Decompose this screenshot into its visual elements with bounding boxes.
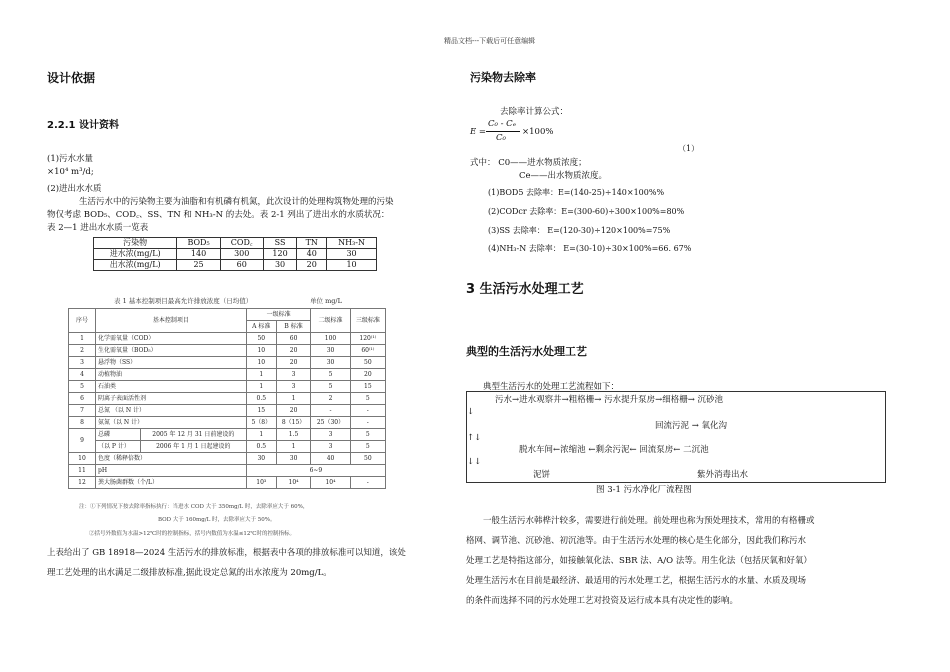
table-header: NH₃-N xyxy=(327,238,377,249)
table-row xyxy=(69,429,386,441)
table-cell: 8 xyxy=(69,417,96,429)
water-quality-table xyxy=(93,237,377,271)
table-cell: 25（30） xyxy=(311,417,350,429)
text-line: Ce——出水物质浓度。 xyxy=(519,171,608,181)
table-cell: 9 xyxy=(69,429,96,453)
table-cell: 20 xyxy=(297,260,327,271)
paragraph-line: 的条件而选择不同的污水处理工艺对投资及运行成本具有决定性的影响。 xyxy=(466,596,739,606)
table-cell: 氨氮（以 N 计） xyxy=(96,417,247,429)
table-cell: 5 xyxy=(311,381,350,393)
table-cell: 0.5 xyxy=(246,441,276,453)
section-title: 设计依据 xyxy=(47,71,96,85)
table-cell: 20 xyxy=(350,369,385,381)
table-cell: 动植物油 xyxy=(96,369,247,381)
removal-rate: (2)CODcr 去除率：E=(300-60)÷300×100%=80% xyxy=(488,207,685,216)
table-row xyxy=(69,369,386,381)
table-cell: 出水浓(mg/L) xyxy=(94,260,177,271)
table-header: SS xyxy=(263,238,297,249)
table-cell: 石油类 xyxy=(96,381,247,393)
formula-intro: 去除率计算公式： xyxy=(500,107,569,117)
table-cell: 100 xyxy=(311,333,350,345)
text-line: 生活污水中的污染物主要为油脂和有机磷有机氮，此次设计的处理构筑物处理的污染 xyxy=(79,197,394,207)
table-cell: 60 xyxy=(276,333,311,345)
table-cell: 60⁽¹⁾ xyxy=(350,345,385,357)
table-header: 三级标准 xyxy=(350,309,385,333)
table-header-row xyxy=(94,238,377,249)
table-cell: 10⁴ xyxy=(276,477,311,489)
table-cell: 3 xyxy=(311,429,350,441)
table-header: TN xyxy=(297,238,327,249)
table-cell: 30 xyxy=(263,260,297,271)
paragraph-line: 理工艺处理的出水满足二级排放标准,据此设定总氮的出水浓度为 20mg/L。 xyxy=(47,568,332,578)
table-cell: 12 xyxy=(69,477,96,489)
table-cell: 总氮 （以 N 计） xyxy=(96,405,247,417)
formula-number: （1） xyxy=(678,144,700,153)
removal-rate: (4)NH₃-N 去除率： E=(30-10)÷30×100%=66. 67% xyxy=(488,244,692,253)
discharge-standard-table xyxy=(68,308,386,489)
table-cell: 1 xyxy=(276,393,311,405)
table-row xyxy=(69,405,386,417)
flow-step: 污水→进水观察井→粗格栅→ 污水提升泵房→细格栅→ 沉砂池 xyxy=(495,395,724,405)
paragraph-line: 一般生活污水韩桦汁较多，需要进行前处理。前处理也称为预处理技术，常用的有格栅或 xyxy=(483,516,815,526)
subsection-title: 典型的生活污水处理工艺 xyxy=(466,345,587,358)
table-cell: 5 xyxy=(69,381,96,393)
table-cell: 40 xyxy=(311,453,350,465)
table-cell: 2006 年 1 月 1 日起建设的 xyxy=(140,441,246,453)
table-cell: 5 xyxy=(350,393,385,405)
table-header: 基本控制项目 xyxy=(96,309,247,333)
text-line: 物仅考虑 BOD₅、COD꜀、SS、TN 和 NH₃-N 的去处。表 2-1 列出了进出水的水质状况： xyxy=(47,210,390,220)
section-title: 污染物去除率 xyxy=(470,71,536,84)
table-cell: 20 xyxy=(276,405,311,417)
formula-denominator: C₀ xyxy=(496,133,506,143)
process-flow-diagram xyxy=(466,391,886,483)
figure-caption: 图 3-1 污水净化厂流程图 xyxy=(596,485,692,495)
table-header: 一级标准 xyxy=(246,309,311,321)
table-row xyxy=(69,465,386,477)
table-cell: 1.5 xyxy=(276,429,311,441)
text-line: (2)进出水水质 xyxy=(47,184,102,194)
table-cell: 阴离子表面活性剂 xyxy=(96,393,247,405)
table-cell: 3 xyxy=(69,357,96,369)
table-row xyxy=(69,357,386,369)
table-cell: 化学需氧量（COD） xyxy=(96,333,247,345)
text-line: 式中： C0——进水物质浓度； xyxy=(470,158,587,168)
table-row xyxy=(69,381,386,393)
table-cell: 30 xyxy=(276,453,311,465)
table-cell: 10 xyxy=(327,260,377,271)
table-cell: 10³ xyxy=(246,477,276,489)
table-cell: 50 xyxy=(350,453,385,465)
table-cell: - xyxy=(350,477,385,489)
table-cell: 15 xyxy=(246,405,276,417)
std-table-title: 表 1 基本控制项目最高允许排放浓度（日均值） xyxy=(114,297,253,305)
formula-lhs: E = xyxy=(470,127,487,137)
table-row xyxy=(69,333,386,345)
std-note: BOD 大于 160mg/L 时，去除率应大于 50%。 xyxy=(158,517,276,523)
table-cell: 140 xyxy=(177,249,220,260)
table-cell: 生化需氧量（BOD₅） xyxy=(96,345,247,357)
table-cell: 20 xyxy=(276,345,311,357)
removal-rate: (3)SS 去除率： E=(120-30)÷120×100%=75% xyxy=(488,226,671,235)
table-cell: 粪大肠菌群数（个/L） xyxy=(96,477,247,489)
paragraph-line: 格网、调节池、沉砂池、初沉池等。由于生活污水处理的核心是生化部分，因此我们称污水 xyxy=(466,536,807,546)
table-cell: 3 xyxy=(311,441,350,453)
flow-intro: 典型生活污水的处理工艺流程如下： xyxy=(483,382,620,392)
text-line: (1)污水水量 xyxy=(47,154,94,164)
paragraph-line: 处理生活污水在目前是最经济、最适用的污水处理工艺，根据生活污水的水量、水质及现场 xyxy=(466,576,807,586)
table-cell: 6 xyxy=(69,393,96,405)
table-row xyxy=(94,249,377,260)
table-cell: 60 xyxy=(220,260,263,271)
table-cell: 3 xyxy=(276,369,311,381)
table-cell: pH xyxy=(96,465,247,477)
table-row xyxy=(69,441,386,453)
table-cell: 悬浮物（SS） xyxy=(96,357,247,369)
table-cell: 1 xyxy=(246,429,276,441)
table-cell: 0.5 xyxy=(246,393,276,405)
table-cell: 色度（稀释倍数） xyxy=(96,453,247,465)
table-row xyxy=(69,345,386,357)
table-cell: 30 xyxy=(246,453,276,465)
removal-rate: (1)BOD5 去除率：E=(140-25)÷140×100%% xyxy=(488,188,665,197)
table-cell: 25 xyxy=(177,260,220,271)
flow-arrow: ↑↓ xyxy=(467,433,482,443)
table-header: 序号 xyxy=(69,309,96,333)
table-cell: - xyxy=(350,405,385,417)
table-cell: 50 xyxy=(350,357,385,369)
table-cell: 1 xyxy=(276,441,311,453)
flow-step: 脱水车间←浓缩池 ←剩余污泥← 回流泵房← 二沉池 xyxy=(519,445,709,455)
table-cell: 300 xyxy=(220,249,263,260)
table-cell: 50 xyxy=(246,333,276,345)
table-cell: - xyxy=(311,405,350,417)
page-header: 精品文档---下载后可任意编辑 xyxy=(444,37,536,45)
table-cell: 15 xyxy=(350,381,385,393)
table-cell: 1 xyxy=(69,333,96,345)
table-header: 污染物 xyxy=(94,238,177,249)
formula-numerator: C₀ - Cₑ xyxy=(488,119,516,129)
chapter-title: 3 生活污水处理工艺 xyxy=(466,282,584,297)
table-row xyxy=(69,393,386,405)
table-cell: 2 xyxy=(311,393,350,405)
flow-arrow: ↓↓ xyxy=(467,457,482,467)
table-cell: 2005 年 12 月 31 日前建设的 xyxy=(140,429,246,441)
std-note: ②括号外数值为水温>12℃时的控制指标，括号内数值为水温≤12℃时的控制指标。 xyxy=(89,531,296,537)
subsection-title: 2.2.1 设计资料 xyxy=(47,120,119,131)
table-row xyxy=(69,417,386,429)
table-header: 二级标准 xyxy=(311,309,350,333)
table-cell: （以 P 计） xyxy=(96,441,141,453)
formula-multiplier: ×100% xyxy=(522,127,554,137)
fraction-bar xyxy=(486,131,520,132)
table-cell: 2 xyxy=(69,345,96,357)
table-row xyxy=(69,477,386,489)
table-row xyxy=(94,260,377,271)
flow-step: 泥饼 xyxy=(533,470,551,480)
table-cell: 7 xyxy=(69,405,96,417)
table-caption: 表 2—1 进出水水质一览表 xyxy=(47,223,149,233)
table-cell: - xyxy=(350,417,385,429)
flow-step: 紫外消毒出水 xyxy=(697,470,749,480)
text-line: ×10⁴ m³/d; xyxy=(47,167,94,177)
table-cell: 1 xyxy=(246,369,276,381)
table-cell: 10⁴ xyxy=(311,477,350,489)
table-cell: 10 xyxy=(69,453,96,465)
table-cell: 4 xyxy=(69,369,96,381)
table-cell: 10 xyxy=(246,345,276,357)
table-cell: 5 xyxy=(350,429,385,441)
table-cell: 5 xyxy=(311,369,350,381)
table-cell: 6~9 xyxy=(246,465,385,477)
table-header: BOD₅ xyxy=(177,238,220,249)
table-cell: 总磷 xyxy=(96,429,141,441)
table-cell: 10 xyxy=(246,357,276,369)
table-header: COD꜀ xyxy=(220,238,263,249)
table-header-row xyxy=(69,309,386,321)
table-cell: 20 xyxy=(276,357,311,369)
table-cell: 1 xyxy=(246,381,276,393)
table-cell: 8（15） xyxy=(276,417,311,429)
table-header: B 标准 xyxy=(276,321,311,333)
table-cell: 120⁽¹⁾ xyxy=(350,333,385,345)
table-cell: 5 xyxy=(350,441,385,453)
table-cell: 30 xyxy=(327,249,377,260)
flow-step: 回流污泥 → 氧化沟 xyxy=(655,421,728,431)
table-cell: 进水浓(mg/L) xyxy=(94,249,177,260)
std-note: 注：①下列情况下按去除率指标执行：当进水 COD 大于 350mg/L 时，去除率应大于 60%， xyxy=(79,504,309,510)
table-cell: 3 xyxy=(276,381,311,393)
table-cell: 30 xyxy=(311,345,350,357)
table-cell: 11 xyxy=(69,465,96,477)
paragraph-line: 上表给出了 GB 18918—2024 生活污水的排放标准，根据表中各项的排放标准可以知道，该处 xyxy=(47,548,406,558)
table-cell: 30 xyxy=(311,357,350,369)
table-cell: 120 xyxy=(263,249,297,260)
removal-formula xyxy=(470,119,610,149)
table-row xyxy=(69,453,386,465)
flow-arrow: ↓ xyxy=(467,407,475,417)
std-table-unit: 单位 mg/L xyxy=(310,297,342,305)
table-cell: 5（8） xyxy=(246,417,276,429)
paragraph-line: 处理工艺是特指这部分，如接触氧化法、SBR 法、A/O 法等。用生化法（包括厌氧和好氧） xyxy=(466,556,812,566)
table-cell: 40 xyxy=(297,249,327,260)
table-header: A 标准 xyxy=(246,321,276,333)
